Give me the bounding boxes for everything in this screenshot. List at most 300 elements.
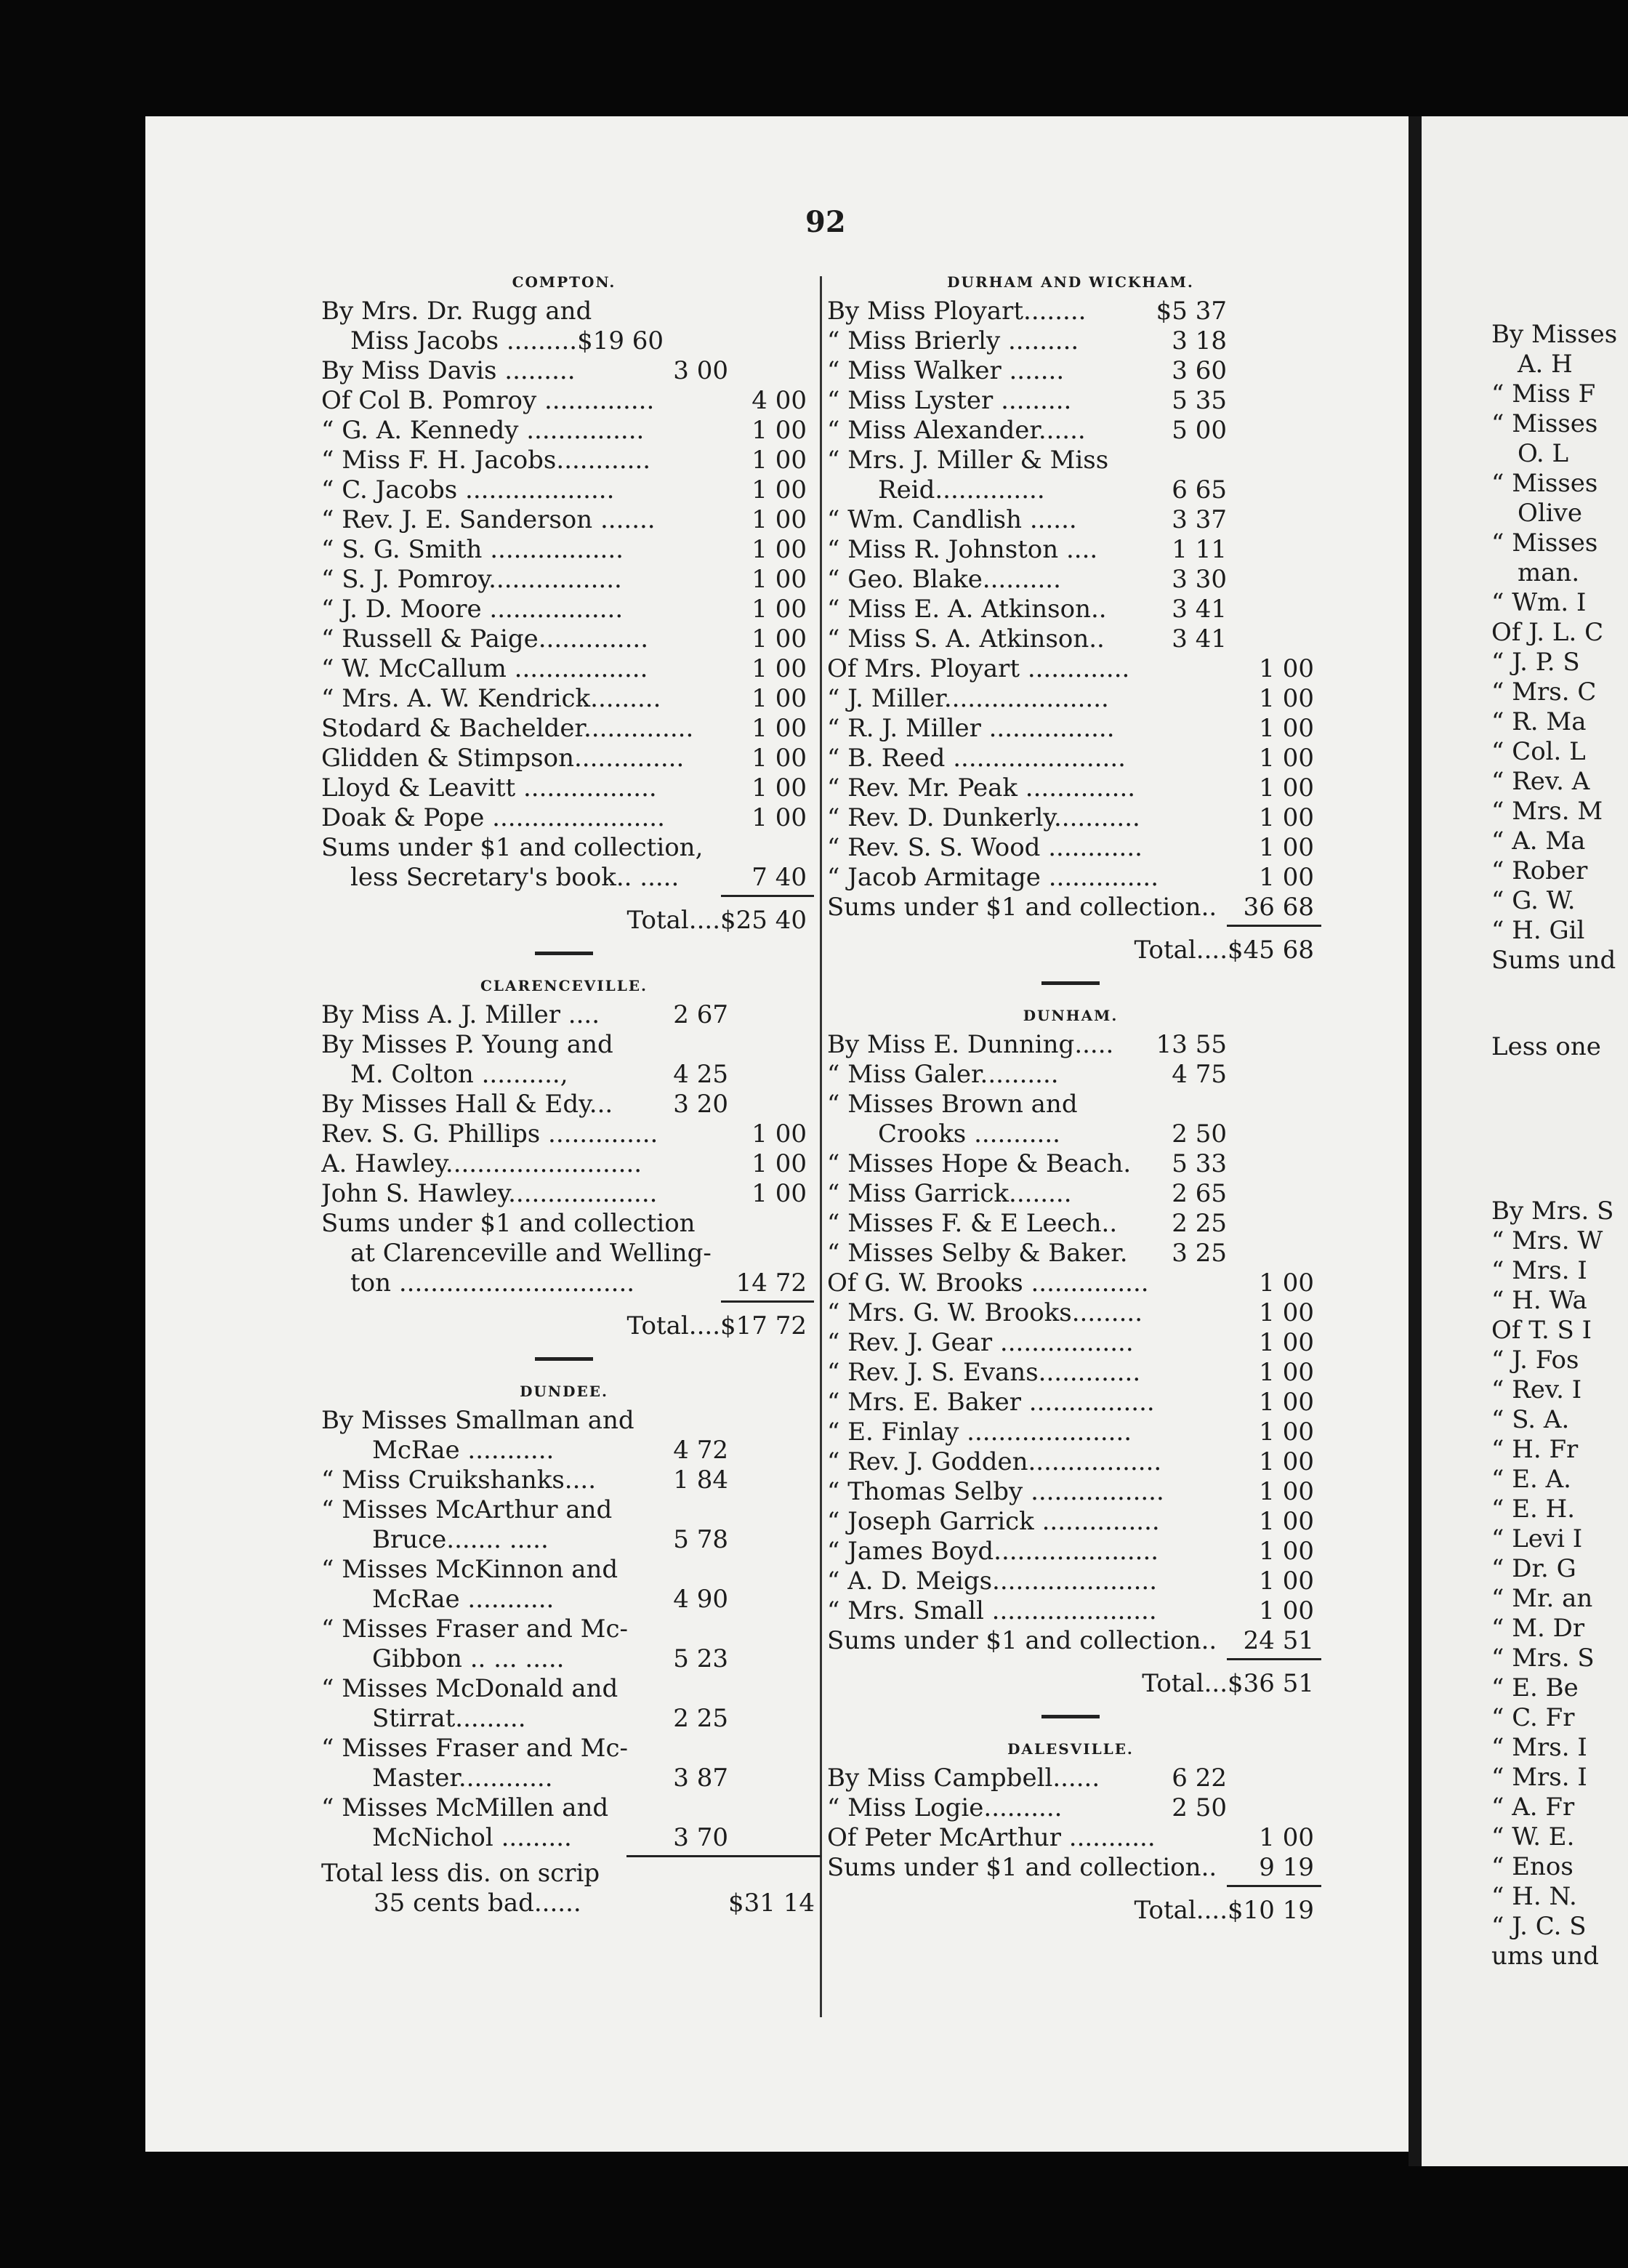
ledger-entry	[827, 833, 1314, 863]
ledger-entry	[321, 803, 807, 833]
ledger-entry	[321, 1268, 807, 1298]
entry-amount: 3 87	[673, 1764, 728, 1793]
section-separator	[1041, 1715, 1100, 1718]
entry-text: “ James Boyd.....................	[827, 1537, 1159, 1566]
sum-rule	[827, 1883, 1314, 1889]
entry-text: less Secretary's book.. .....	[350, 863, 680, 892]
entry-amount: 1 00	[1259, 654, 1314, 683]
entry-amount: 2 65	[1172, 1179, 1227, 1208]
facing-page-text: “ H. Wa	[1491, 1286, 1587, 1315]
entry-text: Doak & Pope ......................	[321, 803, 665, 832]
entry-text: A. Hawley.........................	[321, 1149, 642, 1178]
facing-page-text: “ H. Gil	[1491, 916, 1585, 945]
entry-amount: 1 00	[751, 565, 807, 594]
facing-page-text: “ E. H.	[1491, 1495, 1576, 1524]
facing-page-text: “ J. Fos	[1491, 1346, 1579, 1375]
ledger-entry	[321, 595, 807, 624]
entry-amount: 4 90	[673, 1585, 728, 1614]
book-gutter	[1409, 116, 1423, 2166]
ledger-entry	[827, 1793, 1314, 1823]
entry-amount: 1 00	[751, 505, 807, 534]
entry-text: “ Miss R. Johnston ....	[827, 535, 1098, 564]
entry-amount: 1 00	[1259, 1477, 1314, 1506]
ledger-entry	[321, 1674, 807, 1704]
facing-page-text: “ Mr. an	[1491, 1584, 1593, 1613]
facing-page-text: ums und	[1491, 1942, 1599, 1971]
section-total	[321, 1311, 807, 1341]
entry-amount: 5 33	[1172, 1149, 1227, 1178]
entry-amount: 4 25	[673, 1060, 728, 1089]
column-divider	[820, 276, 822, 2017]
entry-amount: 2 25	[1172, 1209, 1227, 1238]
facing-page-text: “ Mrs. M	[1491, 797, 1603, 826]
rule-line	[626, 1855, 821, 1857]
facing-page-text: “ J. P. S	[1491, 648, 1580, 677]
ledger-entry	[827, 654, 1314, 684]
ledger-entry	[827, 1179, 1314, 1209]
entry-amount: 2 50	[1172, 1793, 1227, 1822]
entry-text: 35 cents bad......	[374, 1889, 581, 1918]
entry-amount: 5 78	[673, 1525, 728, 1554]
entry-text: Gibbon .. ... .....	[372, 1644, 565, 1673]
ledger-entry	[321, 326, 807, 356]
facing-page-text: “ G. W.	[1491, 886, 1576, 915]
entry-text: “ J. D. Moore .................	[321, 595, 624, 624]
rule-line	[1227, 925, 1321, 927]
ledger-entry	[321, 1436, 807, 1465]
ledger-entry	[321, 416, 807, 446]
ledger-entry	[827, 326, 1314, 356]
ledger-entry	[827, 297, 1314, 326]
entry-amount: 4 72	[673, 1436, 728, 1465]
total-text: Total....$17 72	[626, 1311, 807, 1340]
entry-text: “ Geo. Blake..........	[827, 565, 1061, 594]
ledger-entry	[321, 1090, 807, 1119]
facing-page-text: A. H	[1518, 350, 1573, 379]
entry-text: Crooks ...........	[878, 1119, 1060, 1149]
entry-amount: 5 35	[1172, 386, 1227, 415]
entry-amount: 1 84	[673, 1465, 728, 1495]
ledger-entry	[827, 744, 1314, 773]
entry-text: “ Mrs. J. Miller & Miss	[827, 446, 1109, 475]
entry-text: “ A. D. Meigs.....................	[827, 1567, 1158, 1596]
entry-text: Stirrat.........	[372, 1704, 526, 1733]
ledger-entry	[827, 1358, 1314, 1388]
entry-text: “ Thomas Selby .................	[827, 1477, 1164, 1506]
facing-page-text: “ C. Fr	[1491, 1703, 1575, 1732]
facing-page-text: “ Mrs. S	[1491, 1644, 1595, 1673]
section-separator	[535, 952, 593, 955]
entry-amount: 1 00	[751, 446, 807, 475]
sum-rule	[827, 1656, 1314, 1662]
ledger-entry	[321, 654, 807, 684]
ledger-entry	[321, 833, 807, 863]
ledger-entry	[321, 1495, 807, 1525]
facing-page-text: “ A. Ma	[1491, 827, 1586, 856]
entry-amount: 1 00	[751, 654, 807, 683]
entry-text: By Misses Smallman and	[321, 1406, 634, 1435]
ledger-entry	[827, 565, 1314, 595]
entry-text: McRae ...........	[372, 1585, 555, 1614]
rule-line	[721, 1300, 814, 1303]
entry-text: Lloyd & Leavitt .................	[321, 773, 657, 803]
entry-text: “ Mrs. E. Baker ................	[827, 1388, 1155, 1417]
entry-text: “ Miss Cruikshanks....	[321, 1465, 597, 1495]
entry-text: Of Mrs. Ployart .............	[827, 654, 1130, 683]
entry-amount: 6 65	[1172, 475, 1227, 504]
entry-text: “ Rev. J. Gear .................	[827, 1328, 1134, 1357]
entry-amount: 1 00	[1259, 1328, 1314, 1357]
entry-text: at Clarenceville and Welling-	[350, 1239, 712, 1268]
entry-text: Miss Jacobs .........$19 60	[350, 326, 664, 355]
facing-page-text: “ Rev. I	[1491, 1375, 1582, 1404]
entry-amount: 36 68	[1243, 893, 1314, 922]
ledger-entry	[321, 1614, 807, 1644]
entry-text: “ C. Jacobs ...................	[321, 475, 615, 504]
entry-amount: 1 00	[751, 1149, 807, 1178]
ledger-entry	[827, 1537, 1314, 1567]
ledger-entry	[321, 714, 807, 744]
entry-amount: 3 41	[1172, 595, 1227, 624]
entry-amount: 13 55	[1156, 1030, 1227, 1059]
entry-text: “ Misses Selby & Baker.	[827, 1239, 1128, 1268]
entry-amount: 3 18	[1172, 326, 1227, 355]
facing-page-text: “ Enos	[1491, 1852, 1573, 1881]
entry-text: “ Miss Alexander......	[827, 416, 1086, 445]
entry-amount: 3 20	[673, 1090, 728, 1119]
entry-text: “ Miss Brierly .........	[827, 326, 1079, 355]
entry-amount: 1 00	[751, 475, 807, 504]
ledger-entry	[321, 1555, 807, 1585]
ledger-entry	[827, 1764, 1314, 1793]
ledger-entry	[827, 624, 1314, 654]
rule-line	[1227, 1658, 1321, 1660]
ledger-entry	[321, 1764, 807, 1793]
ledger-entry	[827, 535, 1314, 565]
ledger-entry	[321, 684, 807, 714]
entry-amount: 2 50	[1172, 1119, 1227, 1149]
entry-text: Stodard & Bachelder..............	[321, 714, 694, 743]
entry-text: By Mrs. Dr. Rugg and	[321, 297, 592, 326]
total-text: Total....$25 40	[626, 906, 807, 935]
facing-page-text: “ Misses	[1491, 409, 1598, 438]
ledger-entry	[827, 1328, 1314, 1358]
entry-amount: 1 00	[1259, 1358, 1314, 1387]
ledger-entry	[321, 1859, 807, 1889]
ledger-entry	[321, 386, 807, 416]
ledger-entry	[827, 1447, 1314, 1477]
ledger-entry	[321, 1149, 807, 1179]
entry-text: “ B. Reed ......................	[827, 744, 1126, 773]
entry-amount: 3 00	[673, 356, 728, 385]
ledger-entry	[827, 684, 1314, 714]
sum-rule	[321, 893, 807, 898]
ledger-entry	[827, 1060, 1314, 1090]
section-separator	[1041, 981, 1100, 985]
section-total	[321, 906, 807, 936]
ledger-entry	[827, 863, 1314, 893]
entry-amount: 1 00	[1259, 1447, 1314, 1476]
entry-amount: 1 00	[751, 803, 807, 832]
ledger-entry	[321, 356, 807, 386]
entry-text: Sums under $1 and collection..	[827, 1626, 1217, 1655]
entry-text: “ Misses McDonald and	[321, 1674, 618, 1703]
entry-amount: 5 23	[673, 1644, 728, 1673]
ledger-entry	[321, 1704, 807, 1734]
entry-text: “ Miss Logie..........	[827, 1793, 1063, 1822]
entry-text: “ Miss Galer..........	[827, 1060, 1059, 1089]
facing-page-text: Of T. S I	[1491, 1316, 1592, 1345]
entry-text: Master............	[372, 1764, 553, 1793]
entry-text: “ Miss Walker .......	[827, 356, 1065, 385]
ledger-entry	[321, 1209, 807, 1239]
entry-amount: $31 14	[728, 1889, 815, 1918]
entry-amount: 1 00	[1259, 1388, 1314, 1417]
facing-page-text: Olive	[1518, 499, 1582, 528]
ledger-entry	[321, 1030, 807, 1060]
page-number: 92	[805, 205, 846, 239]
total-text: Total....$10 19	[1134, 1896, 1314, 1925]
facing-page-text: “ Miss F	[1491, 379, 1596, 409]
section-heading: DALESVILLE.	[1007, 1740, 1134, 1758]
entry-text: Sums under $1 and collection,	[321, 833, 704, 862]
ledger-entry	[321, 565, 807, 595]
total-text: Total....$45 68	[1134, 936, 1314, 965]
entry-text: Bruce....... .....	[372, 1525, 549, 1554]
entry-text: By Misses P. Young and	[321, 1030, 613, 1059]
ledger-entry	[827, 1388, 1314, 1418]
entry-amount: $5 37	[1156, 297, 1227, 326]
entry-amount: 2 25	[673, 1704, 728, 1733]
facing-page-text: “ Mrs. W	[1491, 1226, 1603, 1255]
ledger-entry	[321, 475, 807, 505]
entry-amount: 1 00	[751, 1179, 807, 1208]
entry-text: Glidden & Stimpson..............	[321, 744, 685, 773]
facing-page-text: “ Misses	[1491, 469, 1598, 498]
entry-amount: 6 22	[1172, 1764, 1227, 1793]
ledger-entry	[321, 1644, 807, 1674]
entry-amount: 1 00	[751, 684, 807, 713]
entry-text: “ Mrs. Small .....................	[827, 1596, 1157, 1625]
ledger-entry	[321, 1179, 807, 1209]
entry-amount: 1 11	[1172, 535, 1227, 564]
ledger-entry	[321, 744, 807, 773]
facing-page-text: By Mrs. S	[1491, 1197, 1614, 1226]
ledger-entry	[321, 1823, 807, 1853]
entry-text: Of Col B. Pomroy ..............	[321, 386, 655, 415]
rule-line	[721, 895, 814, 897]
entry-text: Sums under $1 and collection..	[827, 1853, 1217, 1882]
ledger-entry	[827, 1090, 1314, 1119]
entry-text: Total less dis. on scrip	[321, 1859, 600, 1888]
entry-amount: 1 00	[1259, 1537, 1314, 1566]
entry-text: McNichol .........	[372, 1823, 572, 1852]
section-heading: DURHAM AND WICKHAM.	[947, 273, 1194, 291]
entry-amount: 14 72	[736, 1268, 807, 1298]
entry-amount: 4 75	[1172, 1060, 1227, 1089]
ledger-entry	[827, 416, 1314, 446]
entry-text: By Miss E. Dunning.....	[827, 1030, 1114, 1059]
ledger-entry	[827, 1477, 1314, 1507]
facing-page-text: “ Rev. A	[1491, 767, 1590, 796]
ledger-entry	[321, 1525, 807, 1555]
ledger-entry	[321, 1119, 807, 1149]
entry-text: “ G. A. Kennedy ...............	[321, 416, 645, 445]
ledger-entry	[321, 297, 807, 326]
entry-text: “ Miss F. H. Jacobs............	[321, 446, 651, 475]
ledger-entry	[827, 1567, 1314, 1596]
entry-amount: 1 00	[1259, 1268, 1314, 1298]
entry-amount: 1 00	[1259, 863, 1314, 892]
entry-amount: 1 00	[751, 1119, 807, 1149]
ledger-entry	[827, 1298, 1314, 1328]
facing-page-text: “ E. Be	[1491, 1673, 1579, 1702]
entry-text: “ R. J. Miller ................	[827, 714, 1115, 743]
facing-page-text: man.	[1518, 558, 1580, 587]
ledger-entry	[827, 1418, 1314, 1447]
entry-amount: 3 60	[1172, 356, 1227, 385]
sum-rule	[321, 1853, 807, 1859]
facing-page-text: Of J. L. C	[1491, 618, 1604, 647]
facing-page-text: “ Mrs. I	[1491, 1763, 1587, 1792]
entry-amount: 3 41	[1172, 624, 1227, 654]
entry-amount: 3 25	[1172, 1239, 1227, 1268]
facing-page-text: O. L	[1518, 439, 1569, 468]
ledger-entry	[827, 1149, 1314, 1179]
ledger-entry	[827, 595, 1314, 624]
facing-page	[1422, 116, 1628, 2166]
entry-amount: 1 00	[1259, 773, 1314, 803]
ledger-entry	[321, 446, 807, 475]
ledger-entry	[827, 356, 1314, 386]
entry-text: John S. Hawley...................	[321, 1179, 658, 1208]
entry-amount: 1 00	[1259, 684, 1314, 713]
entry-text: Reid..............	[878, 475, 1045, 504]
entry-amount: 2 67	[673, 1000, 728, 1029]
entry-text: “ Misses McKinnon and	[321, 1555, 618, 1584]
facing-page-text: “ Levi I	[1491, 1524, 1583, 1553]
entry-text: By Miss Ployart........	[827, 297, 1087, 326]
ledger-entry	[827, 1823, 1314, 1853]
entry-text: By Miss A. J. Miller ....	[321, 1000, 600, 1029]
ledger-entry	[321, 1889, 815, 1918]
right-column	[827, 268, 1314, 1926]
entry-amount: 1 00	[751, 773, 807, 803]
section-heading: DUNHAM.	[1023, 1007, 1119, 1024]
entry-text: “ J. Miller.....................	[827, 684, 1109, 713]
ledger-entry	[321, 1406, 807, 1436]
entry-amount: 24 51	[1243, 1626, 1314, 1655]
ledger-entry	[827, 1626, 1314, 1656]
entry-text: “ Misses McMillen and	[321, 1793, 609, 1822]
entry-amount: 3 30	[1172, 565, 1227, 594]
ledger-entry	[321, 1465, 807, 1495]
ledger-entry	[827, 893, 1314, 922]
entry-amount: 1 00	[751, 416, 807, 445]
entry-text: Sums under $1 and collection..	[827, 893, 1217, 922]
facing-page-text: “ Rober	[1491, 856, 1588, 885]
entry-amount: 1 00	[1259, 1507, 1314, 1536]
ledger-entry	[321, 773, 807, 803]
entry-text: “ Misses McArthur and	[321, 1495, 613, 1524]
entry-amount: 3 37	[1172, 505, 1227, 534]
entry-amount: 1 00	[1259, 1596, 1314, 1625]
entry-text: “ E. Finlay .....................	[827, 1418, 1132, 1447]
ledger-entry	[321, 1793, 807, 1823]
ledger-entry	[321, 1585, 807, 1614]
entry-text: By Misses Hall & Edy...	[321, 1090, 613, 1119]
section-heading: DUNDEE.	[520, 1383, 608, 1400]
facing-page-text: “ S. A.	[1491, 1405, 1570, 1434]
entry-text: “ Russell & Paige..............	[321, 624, 649, 654]
facing-page-text: “ M. Dr	[1491, 1614, 1585, 1643]
ledger-entry	[321, 624, 807, 654]
entry-text: “ Miss Garrick........	[827, 1179, 1072, 1208]
entry-text: Of G. W. Brooks ...............	[827, 1268, 1149, 1298]
entry-amount: 1 00	[1259, 1823, 1314, 1852]
entry-text: By Miss Davis .........	[321, 356, 576, 385]
entry-text: M. Colton ..........,	[350, 1060, 568, 1089]
entry-text: “ Joseph Garrick ...............	[827, 1507, 1160, 1536]
facing-page-text: “ J. C. S	[1491, 1912, 1587, 1941]
entry-text: ton ..............................	[350, 1268, 635, 1298]
ledger-entry	[827, 505, 1314, 535]
entry-amount: 7 40	[751, 863, 807, 892]
entry-text: “ S. G. Smith .................	[321, 535, 624, 564]
facing-page-text: “ H. N.	[1491, 1882, 1577, 1911]
sum-rule	[827, 922, 1314, 928]
entry-text: “ Mrs. A. W. Kendrick.........	[321, 684, 661, 713]
section-heading: COMPTON.	[512, 273, 616, 291]
entry-amount: 4 00	[751, 386, 807, 415]
entry-text: “ Misses Brown and	[827, 1090, 1078, 1119]
entry-amount: 1 00	[1259, 714, 1314, 743]
ledger-entry	[827, 1507, 1314, 1537]
section-total	[827, 1669, 1314, 1699]
ledger-entry	[827, 773, 1314, 803]
left-column	[321, 268, 815, 1918]
facing-page-text: “ H. Fr	[1491, 1435, 1579, 1464]
ledger-entry	[827, 1239, 1314, 1268]
ledger-entry	[321, 505, 807, 535]
facing-page-text: “ Misses	[1491, 528, 1598, 558]
ledger-entry	[321, 535, 807, 565]
entry-amount: 5 00	[1172, 416, 1227, 445]
facing-page-text: “ Dr. G	[1491, 1554, 1576, 1583]
ledger-entry	[827, 1119, 1314, 1149]
entry-amount: 1 00	[751, 595, 807, 624]
entry-amount: 1 00	[751, 624, 807, 654]
entry-text: “ Rev. J. S. Evans.............	[827, 1358, 1141, 1387]
entry-amount: 1 00	[751, 535, 807, 564]
entry-text: By Miss Campbell......	[827, 1764, 1100, 1793]
ledger-entry	[321, 1000, 807, 1030]
section-total	[827, 1896, 1314, 1926]
ledger-entry	[827, 386, 1314, 416]
facing-page-text: Sums und	[1491, 946, 1616, 975]
entry-amount: 1 00	[1259, 1418, 1314, 1447]
rule-line	[1227, 1885, 1321, 1887]
entry-text: “ Miss Lyster .........	[827, 386, 1072, 415]
ledger-entry	[321, 1060, 807, 1090]
total-text: Total...$36 51	[1142, 1669, 1314, 1698]
ledger-entry	[827, 714, 1314, 744]
entry-text: “ Rev. S. S. Wood ............	[827, 833, 1143, 862]
entry-text: McRae ...........	[372, 1436, 555, 1465]
ledger-entry	[321, 1239, 807, 1268]
ledger-entry	[827, 1596, 1314, 1626]
section-heading: CLARENCEVILLE.	[480, 977, 648, 994]
